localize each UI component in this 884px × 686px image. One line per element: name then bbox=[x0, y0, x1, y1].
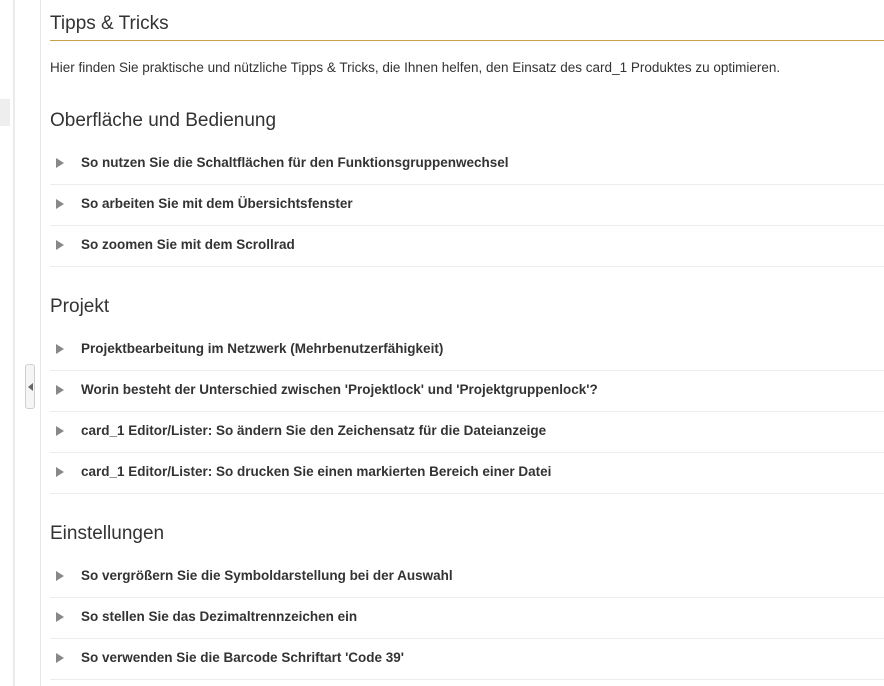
tip-item[interactable] bbox=[50, 227, 884, 267]
intro-text: Hier finden Sie praktische und nützliche Tipps & Tricks, die Ihnen helfen, den Einsatz des card_1 Produktes zu optimieren. bbox=[50, 60, 781, 75]
main-content bbox=[40, 0, 884, 686]
triangle-right-icon bbox=[56, 199, 64, 209]
page-title: Tipps & Tricks bbox=[50, 13, 169, 34]
section-heading-projekt: Projekt bbox=[50, 296, 110, 317]
tip-item-label: card_1 Editor/Lister: So drucken Sie einen markierten Bereich einer Datei bbox=[81, 464, 552, 479]
triangle-right-icon bbox=[56, 571, 64, 581]
tip-item[interactable] bbox=[50, 558, 884, 598]
tip-item[interactable] bbox=[50, 599, 884, 639]
tip-item-label: card_1 Editor/Lister: So ändern Sie den Zeichensatz für die Dateianzeige bbox=[81, 423, 547, 438]
tip-item[interactable] bbox=[50, 413, 884, 453]
collapse-left-icon bbox=[28, 383, 33, 391]
triangle-right-icon bbox=[56, 653, 64, 663]
left-navigation-pane bbox=[0, 0, 13, 686]
triangle-right-icon bbox=[56, 385, 64, 395]
tip-item-label: Worin besteht der Unterschied zwischen 'Projektlock' und 'Projektgruppenlock'? bbox=[81, 382, 598, 397]
section-heading-oberflaeche: Oberfläche und Bedienung bbox=[50, 110, 277, 131]
tip-item[interactable] bbox=[50, 640, 884, 680]
tip-item[interactable] bbox=[50, 331, 884, 371]
triangle-right-icon bbox=[56, 344, 64, 354]
triangle-right-icon bbox=[56, 426, 64, 436]
tip-item[interactable] bbox=[50, 186, 884, 226]
triangle-right-icon bbox=[56, 612, 64, 622]
section-heading-einstellungen: Einstellungen bbox=[50, 523, 165, 544]
title-underline bbox=[50, 40, 884, 41]
tip-item-label: Projektbearbeitung im Netzwerk (Mehrbenutzerfähigkeit) bbox=[81, 341, 444, 356]
nav-item-stub[interactable] bbox=[0, 99, 10, 126]
pane-divider bbox=[13, 0, 15, 686]
tip-item[interactable] bbox=[50, 145, 884, 185]
tip-item-label: So nutzen Sie die Schaltflächen für den Funktionsgruppenwechsel bbox=[81, 155, 509, 170]
tip-item-label: So stellen Sie das Dezimaltrennzeichen ein bbox=[81, 609, 358, 624]
tip-item-label: So verwenden Sie die Barcode Schriftart 'Code 39' bbox=[81, 650, 405, 665]
collapse-pane-button[interactable] bbox=[25, 364, 35, 409]
tip-item-label: So zoomen Sie mit dem Scrollrad bbox=[81, 237, 295, 252]
tip-item-label: So vergrößern Sie die Symboldarstellung bei der Auswahl bbox=[81, 568, 453, 583]
triangle-right-icon bbox=[56, 467, 64, 477]
tip-item-label: So arbeiten Sie mit dem Übersichtsfenster bbox=[81, 196, 353, 211]
triangle-right-icon bbox=[56, 240, 64, 250]
tip-item[interactable] bbox=[50, 454, 884, 494]
tip-item[interactable] bbox=[50, 372, 884, 412]
triangle-right-icon bbox=[56, 158, 64, 168]
